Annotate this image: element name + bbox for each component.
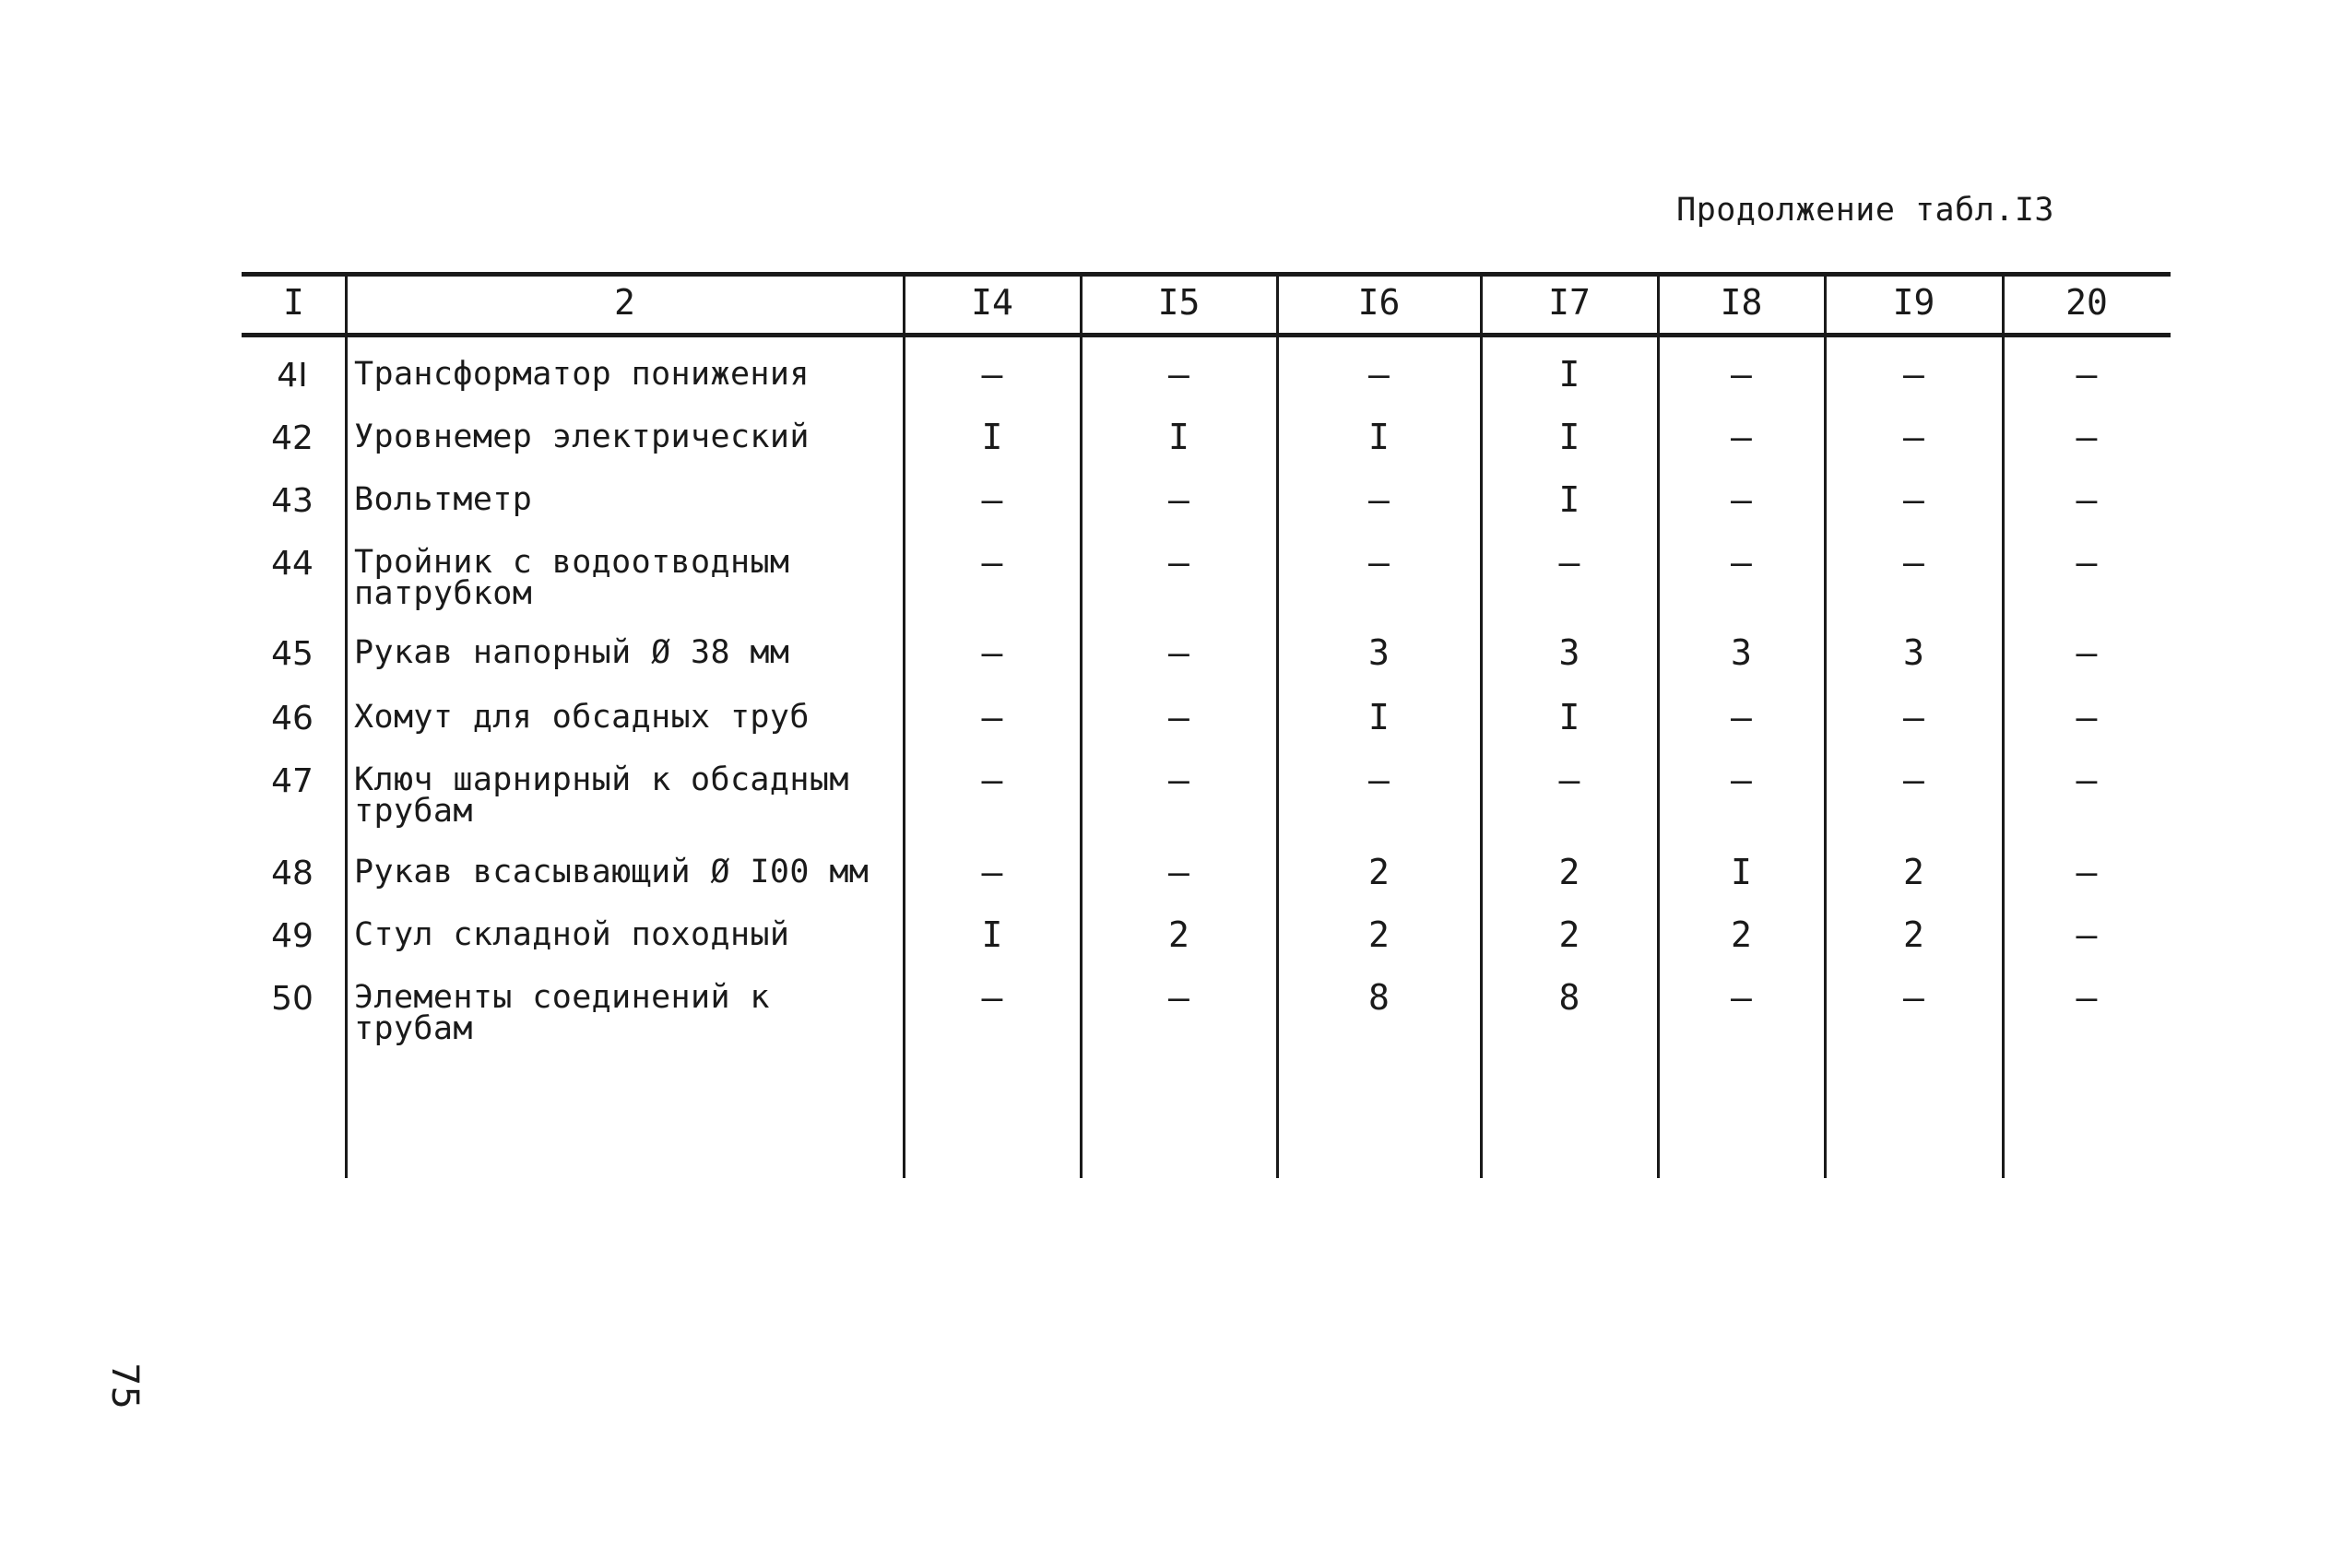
- quantity-cell: –: [2076, 977, 2098, 1018]
- quantity-cell: –: [1731, 354, 1752, 395]
- quantity-cell: I: [1731, 852, 1752, 892]
- quantity-cell: 2: [1368, 852, 1390, 892]
- table-top-rule: [242, 272, 2171, 277]
- quantity-cell: –: [1731, 542, 1752, 583]
- item-name: Тройник с водоотводным патрубком: [354, 544, 790, 612]
- quantity-cell: –: [1368, 760, 1390, 800]
- quantity-cell: –: [1368, 479, 1390, 520]
- quantity-cell: –: [1168, 760, 1189, 800]
- quantity-cell: –: [1903, 542, 1924, 583]
- quantity-cell: 2: [1731, 914, 1752, 955]
- quantity-cell: –: [981, 697, 1003, 737]
- quantity-cell: I: [1558, 417, 1580, 457]
- row-number: 46: [271, 700, 314, 737]
- column-header: I8: [1720, 282, 1763, 323]
- row-number: 4I: [277, 357, 308, 395]
- quantity-cell: 2: [1168, 914, 1189, 955]
- quantity-cell: –: [1168, 479, 1189, 520]
- quantity-cell: 2: [1903, 852, 1924, 892]
- quantity-cell: I: [1558, 354, 1580, 395]
- item-name: Уровнемер электрический: [354, 419, 810, 455]
- quantity-cell: –: [1903, 479, 1924, 520]
- table-header-rule: [242, 333, 2171, 337]
- item-name: Вольтметр: [354, 481, 533, 518]
- quantity-cell: –: [981, 977, 1003, 1018]
- quantity-cell: –: [2076, 354, 2098, 395]
- quantity-cell: –: [2076, 760, 2098, 800]
- item-name: Элементы соединений к трубам: [354, 979, 770, 1047]
- column-header: I6: [1357, 282, 1401, 323]
- quantity-cell: –: [1731, 760, 1752, 800]
- quantity-cell: –: [1903, 977, 1924, 1018]
- quantity-cell: –: [981, 542, 1003, 583]
- quantity-cell: 2: [1368, 914, 1390, 955]
- quantity-cell: –: [981, 852, 1003, 892]
- page-number: 75: [103, 1362, 146, 1409]
- quantity-cell: 3: [1368, 632, 1390, 673]
- item-name: Рукав всасывающий Ø I00 мм: [354, 854, 870, 890]
- quantity-cell: –: [1368, 354, 1390, 395]
- quantity-cell: 3: [1903, 632, 1924, 673]
- item-name: Хомут для обсадных труб: [354, 699, 810, 736]
- quantity-cell: –: [2076, 914, 2098, 955]
- column-header: 2: [614, 282, 635, 323]
- column-header: I7: [1548, 282, 1591, 323]
- quantity-cell: –: [2076, 697, 2098, 737]
- row-number: 50: [271, 980, 314, 1018]
- item-name: Трансформатор понижения: [354, 356, 810, 393]
- quantity-cell: –: [1731, 697, 1752, 737]
- quantity-cell: 2: [1558, 852, 1580, 892]
- quantity-cell: 3: [1558, 632, 1580, 673]
- item-name: Ключ шарнирный к обсадным трубам: [354, 761, 849, 830]
- column-header: 20: [2065, 282, 2108, 323]
- quantity-cell: –: [2076, 417, 2098, 457]
- quantity-cell: –: [981, 632, 1003, 673]
- quantity-cell: I: [981, 417, 1003, 457]
- row-number: 47: [271, 762, 314, 800]
- quantity-cell: 2: [1558, 914, 1580, 955]
- quantity-cell: –: [1168, 632, 1189, 673]
- quantity-cell: –: [1168, 697, 1189, 737]
- quantity-cell: –: [1903, 417, 1924, 457]
- quantity-cell: I: [1558, 479, 1580, 520]
- item-name: Рукав напорный Ø 38 мм: [354, 634, 790, 671]
- quantity-cell: –: [1168, 542, 1189, 583]
- quantity-cell: –: [1903, 354, 1924, 395]
- row-number: 42: [271, 419, 314, 457]
- quantity-cell: –: [1168, 977, 1189, 1018]
- quantity-cell: –: [1903, 760, 1924, 800]
- quantity-cell: –: [2076, 632, 2098, 673]
- quantity-cell: I: [1368, 697, 1390, 737]
- quantity-cell: 8: [1558, 977, 1580, 1018]
- quantity-cell: 3: [1731, 632, 1752, 673]
- row-number: 43: [271, 482, 314, 520]
- quantity-cell: I: [1368, 417, 1390, 457]
- quantity-cell: 8: [1368, 977, 1390, 1018]
- table-caption: Продолжение табл.I3: [1676, 192, 2054, 229]
- quantity-cell: –: [981, 760, 1003, 800]
- row-number: 44: [271, 545, 314, 583]
- column-header: I5: [1157, 282, 1201, 323]
- quantity-cell: –: [1168, 354, 1189, 395]
- quantity-cell: –: [1903, 697, 1924, 737]
- quantity-cell: 2: [1903, 914, 1924, 955]
- quantity-cell: –: [1731, 977, 1752, 1018]
- row-number: 48: [271, 855, 314, 892]
- quantity-cell: –: [2076, 852, 2098, 892]
- row-number: 45: [271, 635, 314, 673]
- quantity-cell: I: [1168, 417, 1189, 457]
- quantity-cell: –: [2076, 542, 2098, 583]
- row-number: 49: [271, 917, 314, 955]
- column-header: I4: [971, 282, 1013, 323]
- quantity-cell: –: [981, 354, 1003, 395]
- quantity-cell: –: [1368, 542, 1390, 583]
- column-header: I: [283, 282, 304, 323]
- column-divider: [345, 275, 348, 1178]
- quantity-cell: –: [981, 479, 1003, 520]
- quantity-cell: –: [1168, 852, 1189, 892]
- quantity-cell: –: [1558, 760, 1580, 800]
- quantity-cell: I: [981, 914, 1003, 955]
- quantity-cell: –: [1731, 417, 1752, 457]
- column-header: I9: [1892, 282, 1935, 323]
- quantity-cell: –: [1731, 479, 1752, 520]
- quantity-cell: –: [1558, 542, 1580, 583]
- quantity-cell: –: [2076, 479, 2098, 520]
- item-name: Стул складной походный: [354, 916, 790, 953]
- quantity-cell: I: [1558, 697, 1580, 737]
